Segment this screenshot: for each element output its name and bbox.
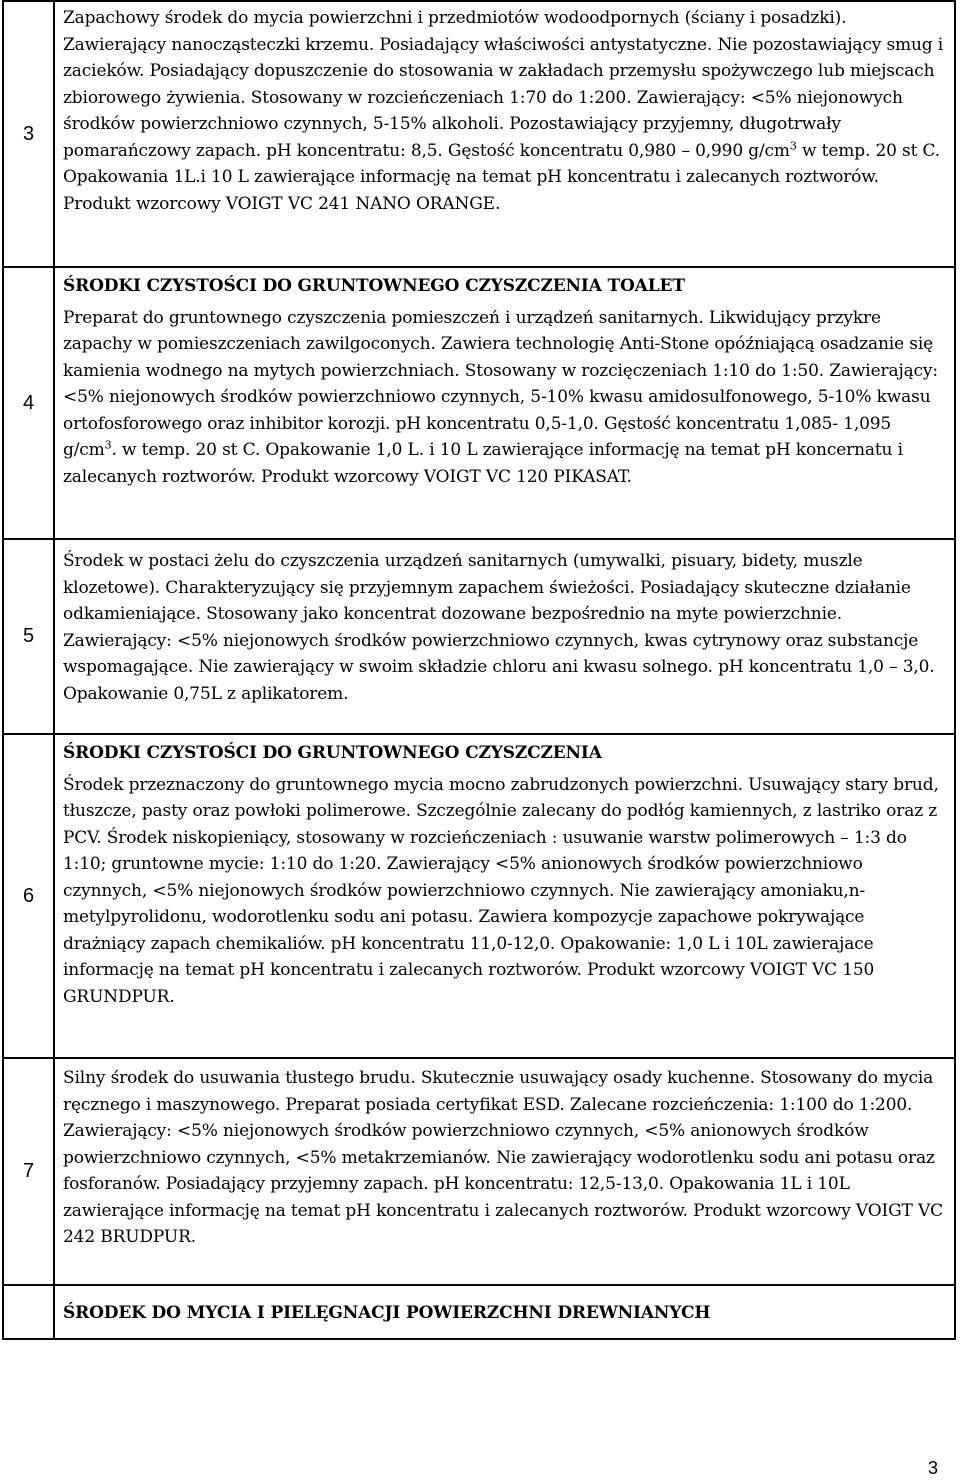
table-row	[3, 539, 955, 734]
table-row	[3, 267, 955, 539]
section-heading: ŚRODKI CZYSTOŚCI DO GRUNTOWNEGO CZYSZCZENIA TOALET	[63, 276, 685, 296]
product-table	[2, 0, 956, 1340]
table-row	[3, 1285, 955, 1339]
description-text: . w temp. 20 st C. Opakowanie 1,0 L. i 10 L zawierające informację na temat pH koncernatu i zalecanych roztworów. Produkt wzorcowy VOIGT VC 120 PIKASAT.	[63, 440, 903, 487]
page-number: 3	[927, 1458, 938, 1478]
description-text: Zapachowy środek do mycia powierzchni i przedmiotów wodoodpornych (ściany i posadzki). Zawierający nanocząsteczki krzemu. Posiadający właściwości antystatyczne. Nie pozostawiający smug i zacieków. Posiadający dopuszczenie do stosowania w zakładach przemysłu spożywczego lub miejscach zbiorowego żywienia. Stosowany w rozcieńczeniach 1:70 do 1:200. Zawierający: <5% niejonowych środków powierzchniowo czynnych, 5-15% alkoholi. Pozostawiający przyjemny, długotrwały pomarańczowy zapach. pH koncentratu: 8,5. Gęstość koncentratu 0,980 – 0,990 g/cm	[63, 8, 944, 161]
description-text: Środek przeznaczony do gruntownego mycia mocno zabrudzonych powierzchni. Usuwający stary brud, tłuszcze, pasty oraz powłoki polimerowe. Szczególnie zalecany do podłóg kamiennych, z lastriko oraz z PCV. Środek niskopieniący, stosowany w rozcieńczeniach : usuwanie warstw polimerowych – 1:3 do 1:10; gruntowne mycie: 1:10 do 1:20. Zawierający <5% anionowych środków powierzchniowo czynnych, <5% niejonowych środków powierzchniowo czynnych. Nie zawierający amoniaku,n-metylpyrolidonu, wodorotlenku sodu ani potasu. Zawiera kompozycje zapachowe pokrywające drażniący zapach chemikaliów. pH koncentratu 11,0-12,0. Opakowanie: 1,0 L i 10L zawierajace informację na temat pH koncentratu i zalecanych roztworów. Produkt wzorcowy VOIGT VC 150 GRUNDPUR.	[63, 774, 939, 1007]
row-description	[54, 1285, 955, 1339]
description-text: Środek w postaci żelu do czyszczenia urządzeń sanitarnych (umywalki, pisuary, bidety, muszle klozetowe). Charakteryzujący się przyjemnym zapachem świeżości. Posiadający skuteczne działanie odkamieniające. Stosowany jako koncentrat dozowane bezpośrednio na myte powierzchnie. Zawierający: <5% niejonowych środków powierzchniowo czynnych, kwas cytrynowy oraz substancje wspomagające. Nie zawierający w swoim składzie chloru ani kwasu solnego. pH koncentratu 1,0 – 3,0. Opakowanie 0,75L z aplikatorem.	[63, 551, 935, 704]
row-description	[54, 1, 955, 267]
row-description	[54, 539, 955, 734]
superscript: 3	[104, 438, 112, 452]
superscript: 3	[789, 138, 797, 152]
row-number	[3, 1285, 54, 1339]
table-row	[3, 734, 955, 1058]
row-number: 4	[3, 267, 54, 539]
description-text: Silny środek do usuwania tłustego brudu. Skutecznie usuwający osady kuchenne. Stosowany do mycia ręcznego i maszynowego. Preparat posiada certyfikat ESD. Zalecane rozcieńczenia: 1:100 do 1:200. Zawierający: <5% niejonowych środków powierzchniowo czynnych, <5% anionowych środków powierzchniowo czynnych, <5% metakrzemianów. Nie zawierający wodorotlenku sodu ani potasu oraz fosforanów. Posiadający przyjemny zapach. pH koncentratu: 12,5-13,0. Opakowania 1L i 10L zawierające informację na temat pH koncentratu i zalecanych roztworów. Produkt wzorcowy VOIGT VC 242 BRUDPUR.	[63, 1068, 943, 1247]
row-number: 7	[3, 1058, 54, 1285]
section-heading: ŚRODEK DO MYCIA I PIELĘGNACJI POWIERZCHNI DREWNIANYCH	[63, 1303, 711, 1323]
row-number: 3	[3, 1, 54, 267]
table-row	[3, 1058, 955, 1285]
table-row	[3, 1, 955, 267]
section-heading: ŚRODKI CZYSTOŚCI DO GRUNTOWNEGO CZYSZCZENIA	[63, 743, 602, 763]
description-text: w temp. 20 st C. Opakowania 1L.i 10 L zawierające informację na temat pH koncentratu i zalecanych roztworów. Produkt wzorcowy VOIGT VC 241 NANO ORANGE.	[63, 140, 941, 214]
description-text: Preparat do gruntownego czyszczenia pomieszczeń i urządzeń sanitarnych. Likwidujący przykre zapachy w pomieszczeniach zawilgoconych. Zawiera technologię Anti-Stone opóźniającą osadzanie się kamienia wodnego na mytych powierzchniach. Stosowany w rozcięczeniach 1:10 do 1:50. Zawierający:<5% niejonowych środków powierzchniowo czynnych, 5-10% kwasu amidosulfonowego, 5-10% kwasu ortofosforowego oraz inhibitor korozji. pH koncentratu 0,5-1,0. Gęstość koncentratu 1,085- 1,095 g/cm	[63, 307, 938, 460]
row-description	[54, 1058, 955, 1285]
row-number: 6	[3, 734, 54, 1058]
row-description	[54, 734, 955, 1058]
row-number: 5	[3, 539, 54, 734]
row-description	[54, 267, 955, 539]
